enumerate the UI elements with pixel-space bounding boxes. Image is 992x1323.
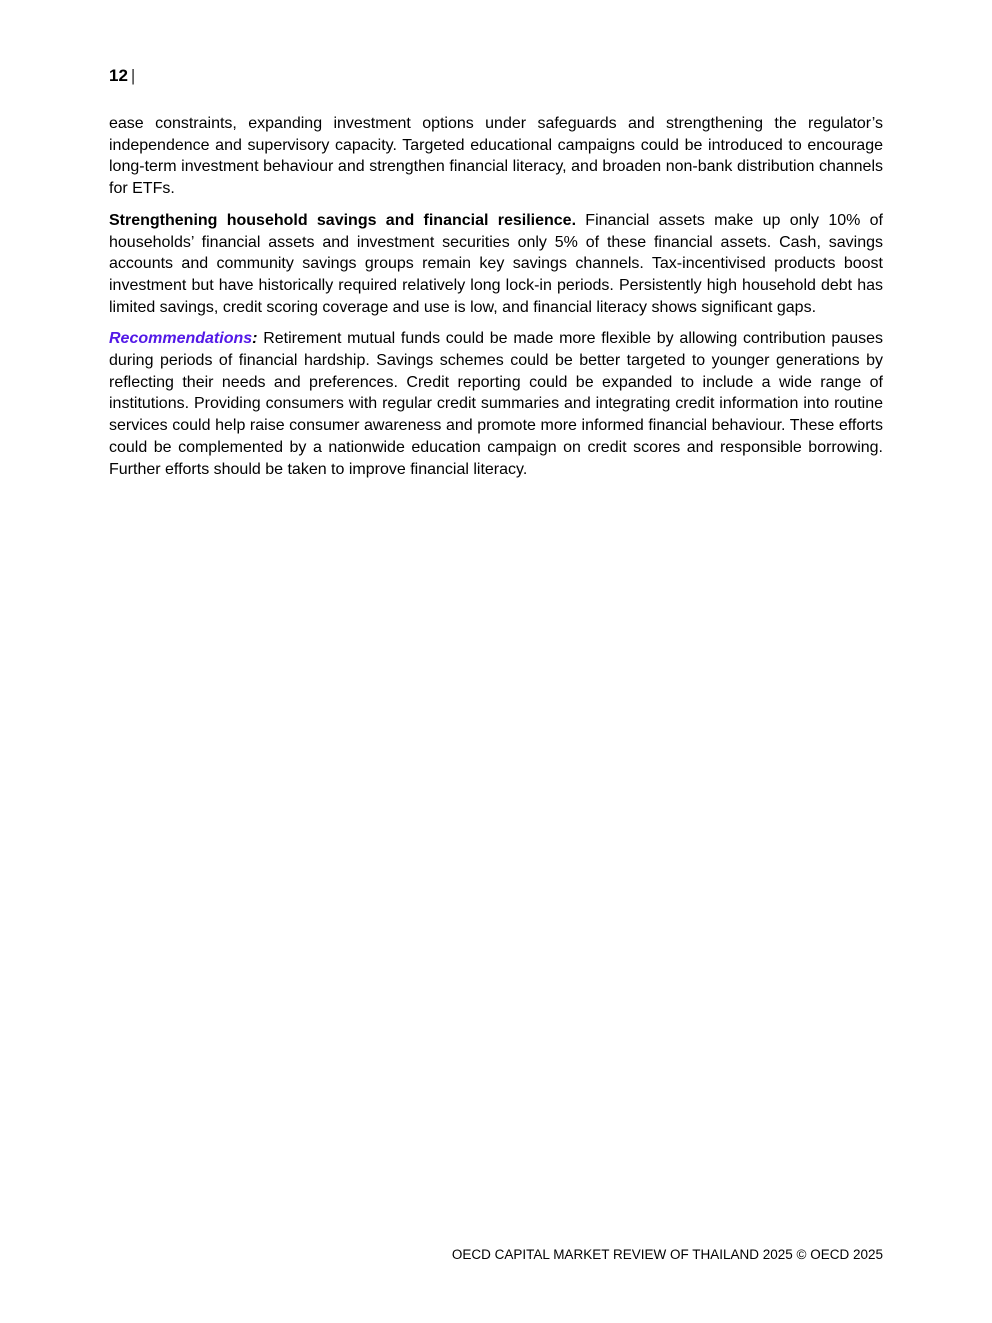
paragraph-etf: ease constraints, expanding investment options under safeguards and strengthening the regulator’s independence and supervisory capacity. Targeted educational campaigns could be introduced to encourage long-term investment behaviour and strengthen financial literacy, and broaden non-bank distribution channels for ETFs. [109,115,883,198]
paragraph-recommendations [109,328,883,480]
page-number-separator: | [130,66,136,85]
paragraph-body: Financial assets make up only 10% of households’ financial assets and investment securities only 5% of these financial assets. Cash, savings accounts and community savings groups remain key savings channels. Tax-incentivised products boost investment but have historically required relatively long lock-in periods. Persistently high household debt has limited savings, credit scoring coverage and use is low, and financial literacy shows significant gaps. [109,211,883,316]
recommendations-label: Recommendations [109,330,253,348]
page-footer: OECD CAPITAL MARKET REVIEW OF THAILAND 2025 © OECD 2025 [451,1247,883,1262]
page-number-value: 12 [109,66,128,85]
body-text [109,113,883,490]
paragraph-household-savings [109,210,883,319]
paragraph-body: Retirement mutual funds could be made more flexible by allowing contribution pauses during periods of financial hardship. Savings schemes could be better targeted to younger generations by reflecting their needs and preferences. Credit reporting could be expanded to include a wide range of institutions. Providing consumers with regular credit summaries and integrating credit information into routine services could help raise consumer awareness and promote more informed financial behaviour. These efforts could be complemented by a nationwide education campaign on credit scores and responsible borrowing. Further efforts should be taken to improve financial literacy. [109,330,883,478]
page-number [109,66,135,86]
section-heading: Strengthening household savings and financial resilience. [109,211,577,229]
recommendations-colon: : [252,330,258,348]
